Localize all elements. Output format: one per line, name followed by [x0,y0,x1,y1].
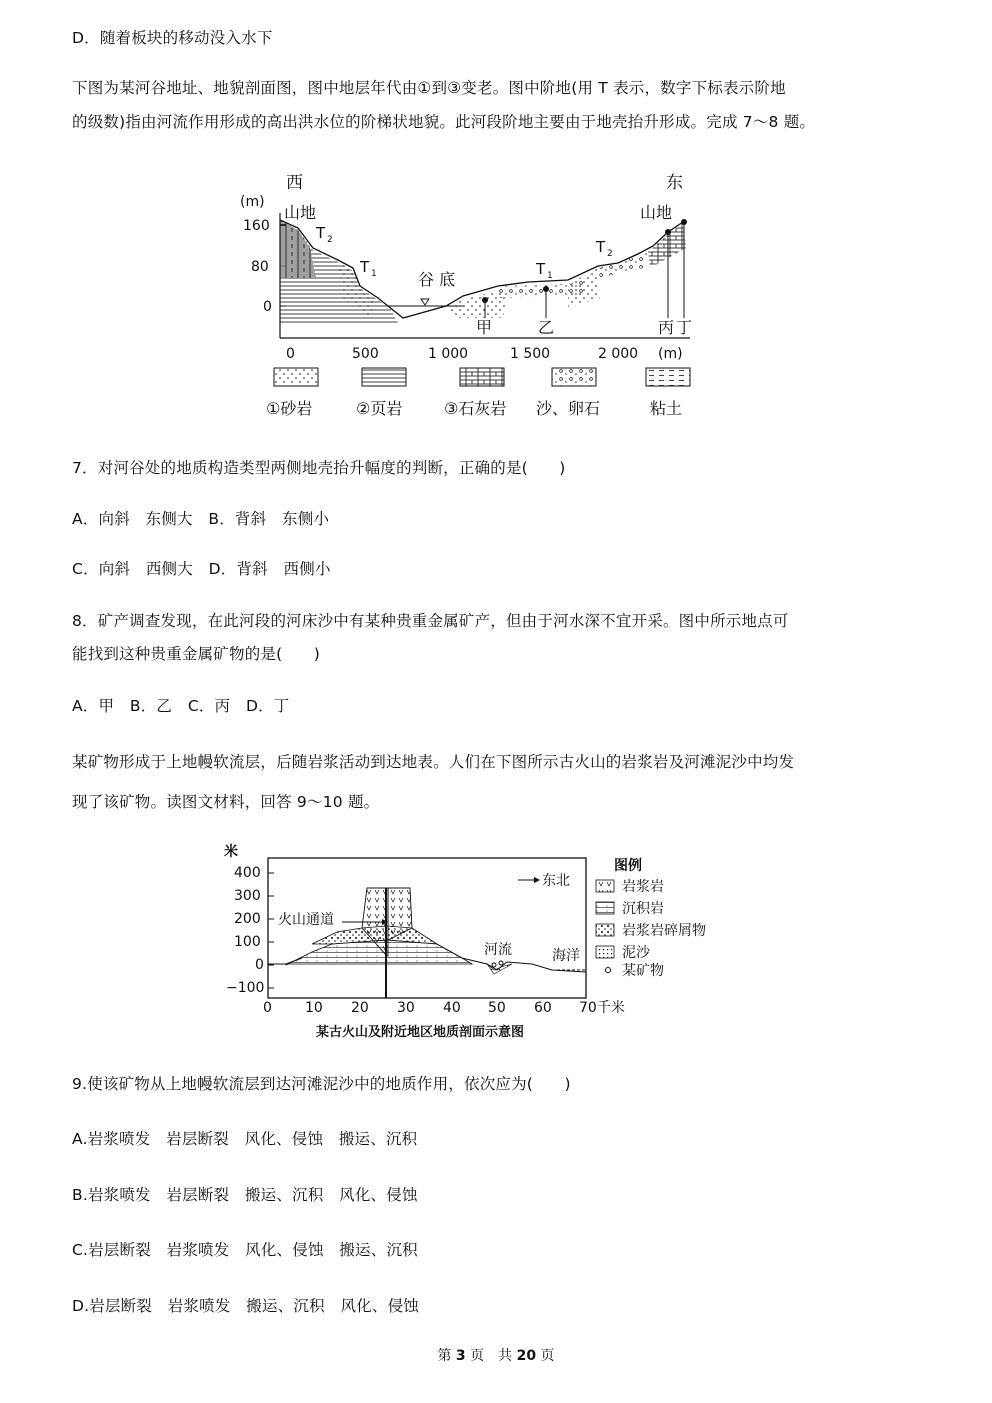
west-t1-label: T [360,258,370,276]
valley-profile-figure [238,168,703,424]
intro1-line1: 下图为某河谷地址、地貌剖面图，图中地层年代由①到③变老。图中阶地(用 T 表示，数字下标表示阶地 [72,79,786,97]
q9-option-d: D.岩层断裂 岩浆喷发 搬运、沉积 风化、侵蚀 [72,1297,419,1315]
y-tick-160: 160 [243,218,270,234]
x-tick-1500: 1 500 [510,346,551,362]
east-t2-sub: 2 [607,249,613,259]
footer-pre: 第 [437,1348,452,1364]
q9-option-b: B.岩浆喷发 岩层断裂 搬运、沉积 风化、侵蚀 [72,1186,418,1204]
y-tick-neg100: −100 [226,980,265,996]
legend-magmatic-debris: 岩浆岩碎屑物 [622,923,706,939]
q9-option-a: A.岩浆喷发 岩层断裂 风化、侵蚀 搬运、沉积 [72,1130,418,1148]
east-label: 东 [666,173,683,193]
legend-sedimentary-rock: 沉积岩 [622,901,664,917]
west-t2-label: T [316,224,326,242]
legend-mineral: 某矿物 [622,963,664,979]
intro2-line2: 现了该矿物。读图文材料，回答 9～10 题。 [72,793,380,811]
point-jia: 甲 [476,318,493,337]
volcano-profile-figure [222,840,722,1045]
y-tick-300: 300 [234,888,261,904]
west-t1-sub: 1 [371,269,377,279]
legend-shale: ②页岩 [356,399,403,418]
page-footer [0,1345,992,1365]
y-tick-0: 0 [263,299,272,315]
y-tick-0: 0 [255,957,264,973]
footer-mid: 页 共 [470,1348,513,1364]
x-tick-1000: 1 000 [428,346,469,362]
intro1-line2: 的级数)指由河流作用形成的高出洪水位的阶梯状地貌。此河段阶地主要由于地壳抬升形成。完成 7～8 题。 [72,113,816,131]
legend-limestone: ③石灰岩 [444,399,507,418]
q7-options-ab: A．向斜 东侧大 B．背斜 东侧小 [72,510,330,528]
figure2-caption: 某古火山及附近地区地质剖面示意图 [316,1025,525,1040]
legend-mud-sand: 泥沙 [622,945,650,961]
q9-option-c: C.岩层断裂 岩浆喷发 风化、侵蚀 搬运、沉积 [72,1241,418,1259]
legend-clay: 粘土 [650,399,683,418]
west-t2-sub: 2 [327,235,333,245]
y-tick-100: 100 [234,934,261,950]
point-bing: 丙 [658,318,675,337]
x-tick-10: 10 [305,1000,323,1016]
x-tick-50: 50 [488,1000,506,1016]
x-tick-2000: 2 000 [598,346,639,362]
legend-sandstone: ①砂岩 [266,399,313,418]
west-mountain-label: 山地 [284,203,317,222]
x-tick-70km: 70千米 [579,1000,625,1016]
x-tick-0: 0 [263,1000,272,1016]
east-t1-label: T [536,260,546,278]
east-t2-label: T [596,238,606,256]
y-unit-label: (m) [240,194,265,210]
q8-stem-line1: 8．矿产调查发现，在此河段的河床沙中有某种贵重金属矿产，但由于河水深不宜开采。图中所示地点可 [72,612,789,630]
point-yi: 乙 [538,318,555,337]
q7-stem: 7．对河谷处的地质构造类型两侧地壳抬升幅度的判断，正确的是( ) [72,459,566,477]
legend-title: 图例 [614,858,642,874]
q9-stem: 9.使该矿物从上地幔软流层到达河滩泥沙中的地质作用，依次应为( ) [72,1075,571,1093]
direction-northeast: 东北 [542,873,570,889]
q7-options-cd: C．向斜 西侧大 D．背斜 西侧小 [72,560,331,578]
x-tick-0: 0 [286,346,295,362]
legend-magmatic-rock: 岩浆岩 [622,879,664,895]
valley-label: 谷 底 [418,270,456,289]
river-label: 河流 [484,942,512,958]
west-label: 西 [286,173,303,193]
q6-option-d: D．随着板块的移动没入水下 [72,29,273,47]
x-unit: (m) [658,346,683,362]
intro2-line1: 某矿物形成于上地幔软流层，后随岩浆活动到达地表。人们在下图所示古火山的岩浆岩及河滩泥沙中均发 [72,753,795,771]
east-t1-sub: 1 [547,271,553,281]
footer-post: 页 [540,1348,555,1364]
volcanic-vent-label: 火山通道 [278,912,334,928]
x-tick-20: 20 [351,1000,369,1016]
point-ding: 丁 [676,318,693,337]
q8-options: A．甲 B．乙 C．丙 D．丁 [72,697,290,715]
y-unit: 米 [224,844,238,860]
x-tick-30: 30 [397,1000,415,1016]
footer-page-number: 3 [455,1348,466,1364]
x-tick-60: 60 [534,1000,552,1016]
x-tick-40: 40 [443,1000,461,1016]
y-tick-80: 80 [251,259,269,275]
y-tick-400: 400 [234,865,261,881]
footer-total-pages: 20 [516,1348,537,1364]
q8-stem-line2: 能找到这种贵重金属矿物的是( ) [72,645,320,663]
east-mountain-label: 山地 [640,203,673,222]
ocean-label: 海洋 [552,948,580,964]
x-tick-500: 500 [352,346,379,362]
y-tick-200: 200 [234,911,261,927]
legend-gravel: 沙、卵石 [536,399,601,418]
